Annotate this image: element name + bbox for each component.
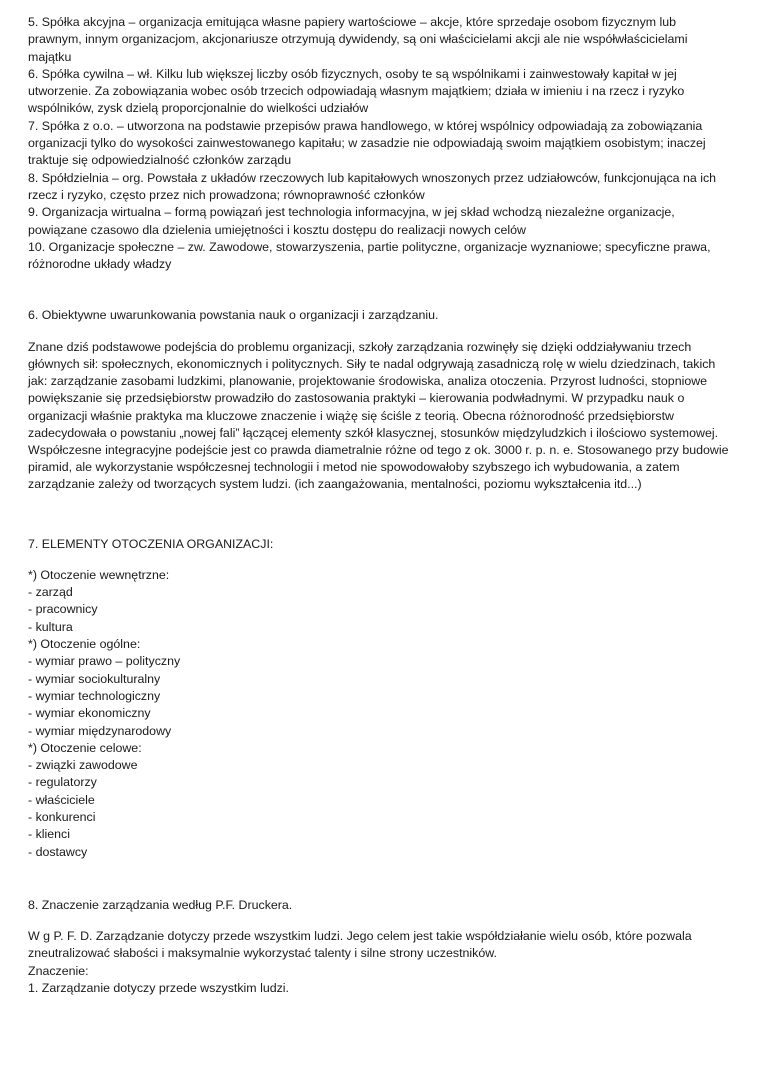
spacer: [28, 861, 732, 897]
list-item: - zarząd: [28, 585, 73, 600]
list-item: - wymiar ekonomiczny: [28, 706, 151, 721]
list-item: - kultura: [28, 619, 73, 634]
section-8-item-1: 1. Zarządzanie dotyczy przede wszystkim ludzi.: [28, 980, 289, 995]
list-item: - pracownicy: [28, 602, 98, 617]
spacer: [28, 553, 732, 567]
list-item: *) Otoczenie celowe:: [28, 740, 142, 755]
definition-item: 5. Spółka akcyjna – organizacja emitująca własne papiery wartościowe – akcje, które sprzedaje osobom fizycznym lub prawnym, innym organizacjom, akcjonariusze otrzymują dywidendy, są oni właścicielami akcji ale nie współwłaścicielami majątku: [28, 15, 688, 64]
section-6-title: 6. Obiektywne uwarunkowania powstania nauk o organizacji i zarządzaniu.: [28, 308, 439, 323]
definition-item: 9. Organizacja wirtualna – formą powiązań jest technologia informacyjna, w jej skład wchodzą niezależne organizacje, powiązane czasowo dla dzielenia umiejętności i kosztu dostępu do realizacji nowych celów: [28, 205, 675, 237]
list-item: - klienci: [28, 827, 70, 842]
list-item: - dostawcy: [28, 844, 88, 859]
list-item: - wymiar międzynarodowy: [28, 723, 172, 738]
list-item: - wymiar sociokulturalny: [28, 671, 161, 686]
list-item: - związki zawodowe: [28, 758, 138, 773]
list-item: *) Otoczenie wewnętrzne:: [28, 567, 170, 582]
list-item: - regulatorzy: [28, 775, 97, 790]
spacer: [28, 494, 732, 536]
spacer: [28, 273, 732, 307]
definition-item: 10. Organizacje społeczne – zw. Zawodowe, stowarzyszenia, partie polityczne, organizacje wyznaniowe; specyficzne prawa, różnorodne układy władzy: [28, 239, 711, 272]
definitions-list: [28, 14, 732, 273]
definition-item: 7. Spółka z o.o. – utworzona na podstawie przepisów prawa handlowego, w której wspólnicy odpowiadają za zobowiązania organizacji tylko do wysokości zainwestowanego kapitału; w zasadzie nie odpowiadają swoim majątkiem osobistym; inaczej traktuje się odpowiedzialność członków zarządu: [28, 118, 706, 168]
section-8-body: W g P. F. D. Zarządzanie dotyczy przede wszystkim ludzi. Jego celem jest takie współdziałanie wielu osób, które pozwala zneutralizować słabości i maksymalnie wykorzystać talenty i silne strony uczestników.: [28, 929, 692, 961]
environment-elements-list: [28, 567, 732, 861]
list-item: - konkurenci: [28, 810, 96, 825]
list-item: *) Otoczenie ogólne:: [28, 637, 141, 652]
section-6-body: Znane dziś podstawowe podejścia do problemu organizacji, szkoły zarządzania rozwinęły się dzięki oddziaływaniu trzech głównych sił: społecznych, ekonomicznych i politycznych. Siły te nadal odgrywają zasadniczą rolę w wielu dziedzinach, takich jak: zarządzanie zasobami ludzkimi, planowanie, projektowanie środowiska, analiza otoczenia. Przyrost ludności, stopniowe powiększanie się przedsiębiorstw prowadziło do zastosowania praktyki – kierowania podwładnymi. W przypadku nauk o organizacji właśnie praktyka ma kluczowe znaczenie i wiążę się ściśle z teorią. Obecna różnorodność przedsiębiorstw zadecydowała o powstaniu „nowej fali” łączącej elementy szkół klasycznej, stosunków międzyludzkich i ilościowo systemowej. Współczesne integracyjne podejście jest co prawda diametralnie różne od tego z ok. 3000 r. p. n. e. Stosowanego przy budowie piramid, ale wykorzystanie współczesnej technologii i metod nie spowodowałoby szybszego ich wybudowania, a zatem zarządzanie zależy od tworzących system ludzi. (ich zaangażowania, mentalności, poziomu wykształcenia itd...): [28, 339, 729, 492]
spacer: [28, 325, 732, 339]
definition-item: 8. Spółdzielnia – org. Powstała z układów rzeczowych lub kapitałowych wnoszonych przez udziałowców, funkcjonująca na ich rzecz i ryzyko, często przez nich prowadzona; równoprawność członków: [28, 170, 717, 202]
section-8-label: Znaczenie:: [28, 963, 89, 978]
definition-item: 6. Spółka cywilna – wł. Kilku lub większej liczby osób fizycznych, osoby te są wspólnikami i zainwestowały kapitał w jej utworzenie. Za zobowiązania wobec osób trzecich odpowiadają własnym majątkiem; działa w imieniu i na rzecz i ryzyko wspólników, zysk dzielą proporcjonalnie do wielkości udziałów: [28, 66, 685, 116]
section-8-title: 8. Znaczenie zarządzania według P.F. Druckera.: [28, 897, 293, 912]
spacer: [28, 914, 732, 928]
list-item: - wymiar prawo – polityczny: [28, 654, 181, 669]
list-item: - właściciele: [28, 792, 95, 807]
section-7-title: 7. ELEMENTY OTOCZENIA ORGANIZACJI:: [28, 536, 274, 551]
list-item: - wymiar technologiczny: [28, 688, 161, 703]
